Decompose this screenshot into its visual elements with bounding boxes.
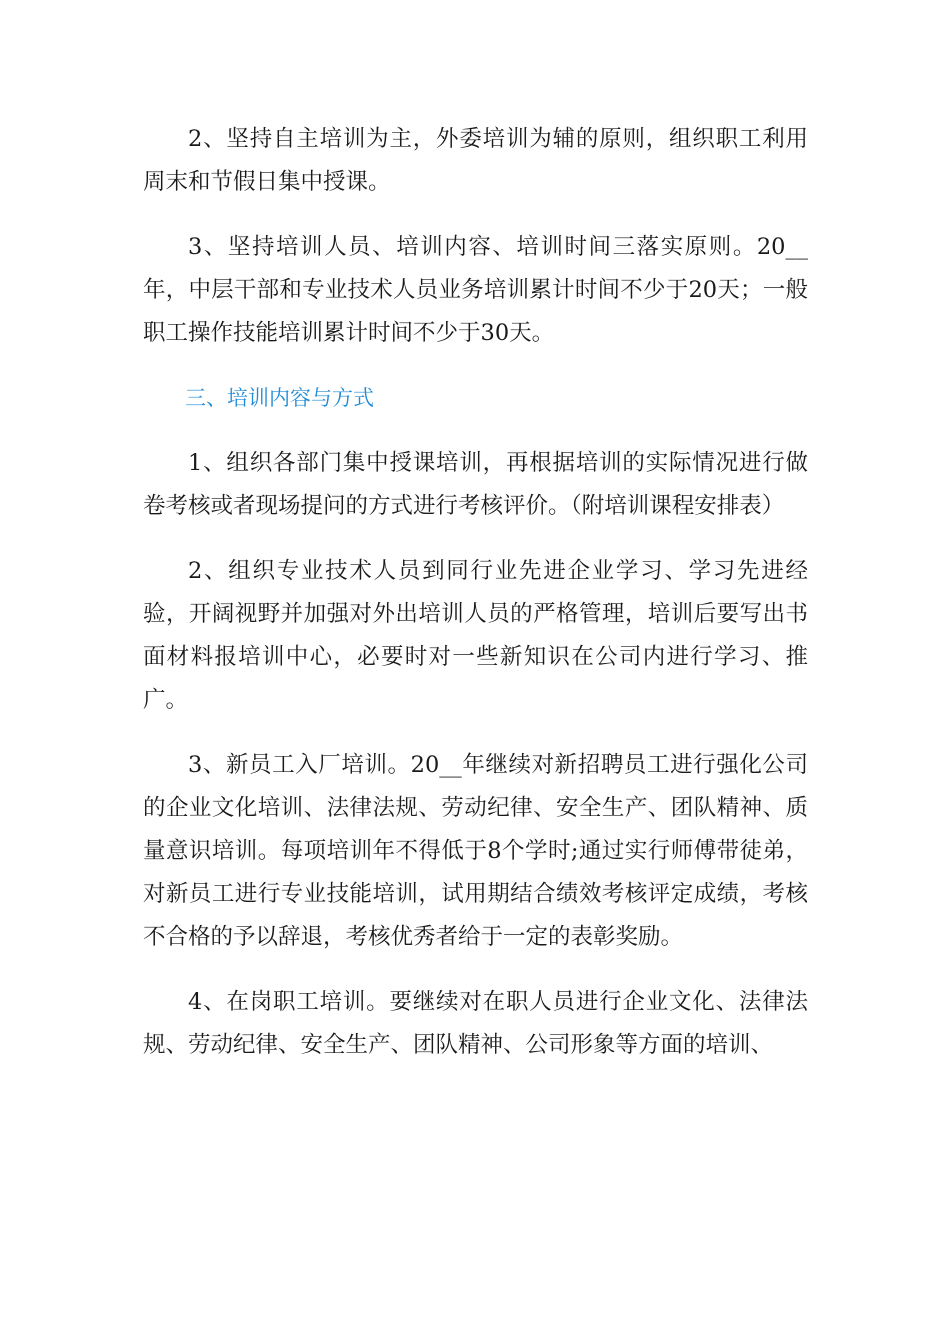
document-page (143, 118, 808, 1089)
paragraph-content-3: 3、新员工入厂培训。20__年继续对新招聘员工进行强化公司的企业文化培训、法律法规、劳动纪律、安全生产、团队精神、质量意识培训。每项培训年不得低于8个学时;通过实行师傅带徒弟，对新员工进行专业技能培训，试用期结合绩效考核评定成绩，考核不合格的予以辞退，考核优秀者给于一定的表彰奖励。 (143, 752, 808, 950)
section-heading: 三、培训内容与方式 (185, 386, 374, 410)
paragraph-principle-2: 2、坚持自主培训为主，外委培训为辅的原则，组织职工利用周末和节假日集中授课。 (143, 126, 808, 195)
paragraph-content-1: 1、组织各部门集中授课培训，再根据培训的实际情况进行做卷考核或者现场提问的方式进行考核评价。（附培训课程安排表） (143, 450, 808, 519)
paragraph-content-4: 4、在岗职工培训。要继续对在职人员进行企业文化、法律法规、劳动纪律、安全生产、团队精神、公司形象等方面的培训、 (143, 989, 808, 1058)
paragraph-content-2: 2、组织专业技术人员到同行业先进企业学习、学习先进经验，开阔视野并加强对外出培训人员的严格管理，培训后要写出书面材料报培训中心，必要时对一些新知识在公司内进行学习、推广。 (143, 558, 808, 713)
paragraph-principle-3: 3、坚持培训人员、培训内容、培训时间三落实原则。20__年，中层干部和专业技术人员业务培训累计时间不少于20天；一般职工操作技能培训累计时间不少于30天。 (143, 234, 808, 346)
